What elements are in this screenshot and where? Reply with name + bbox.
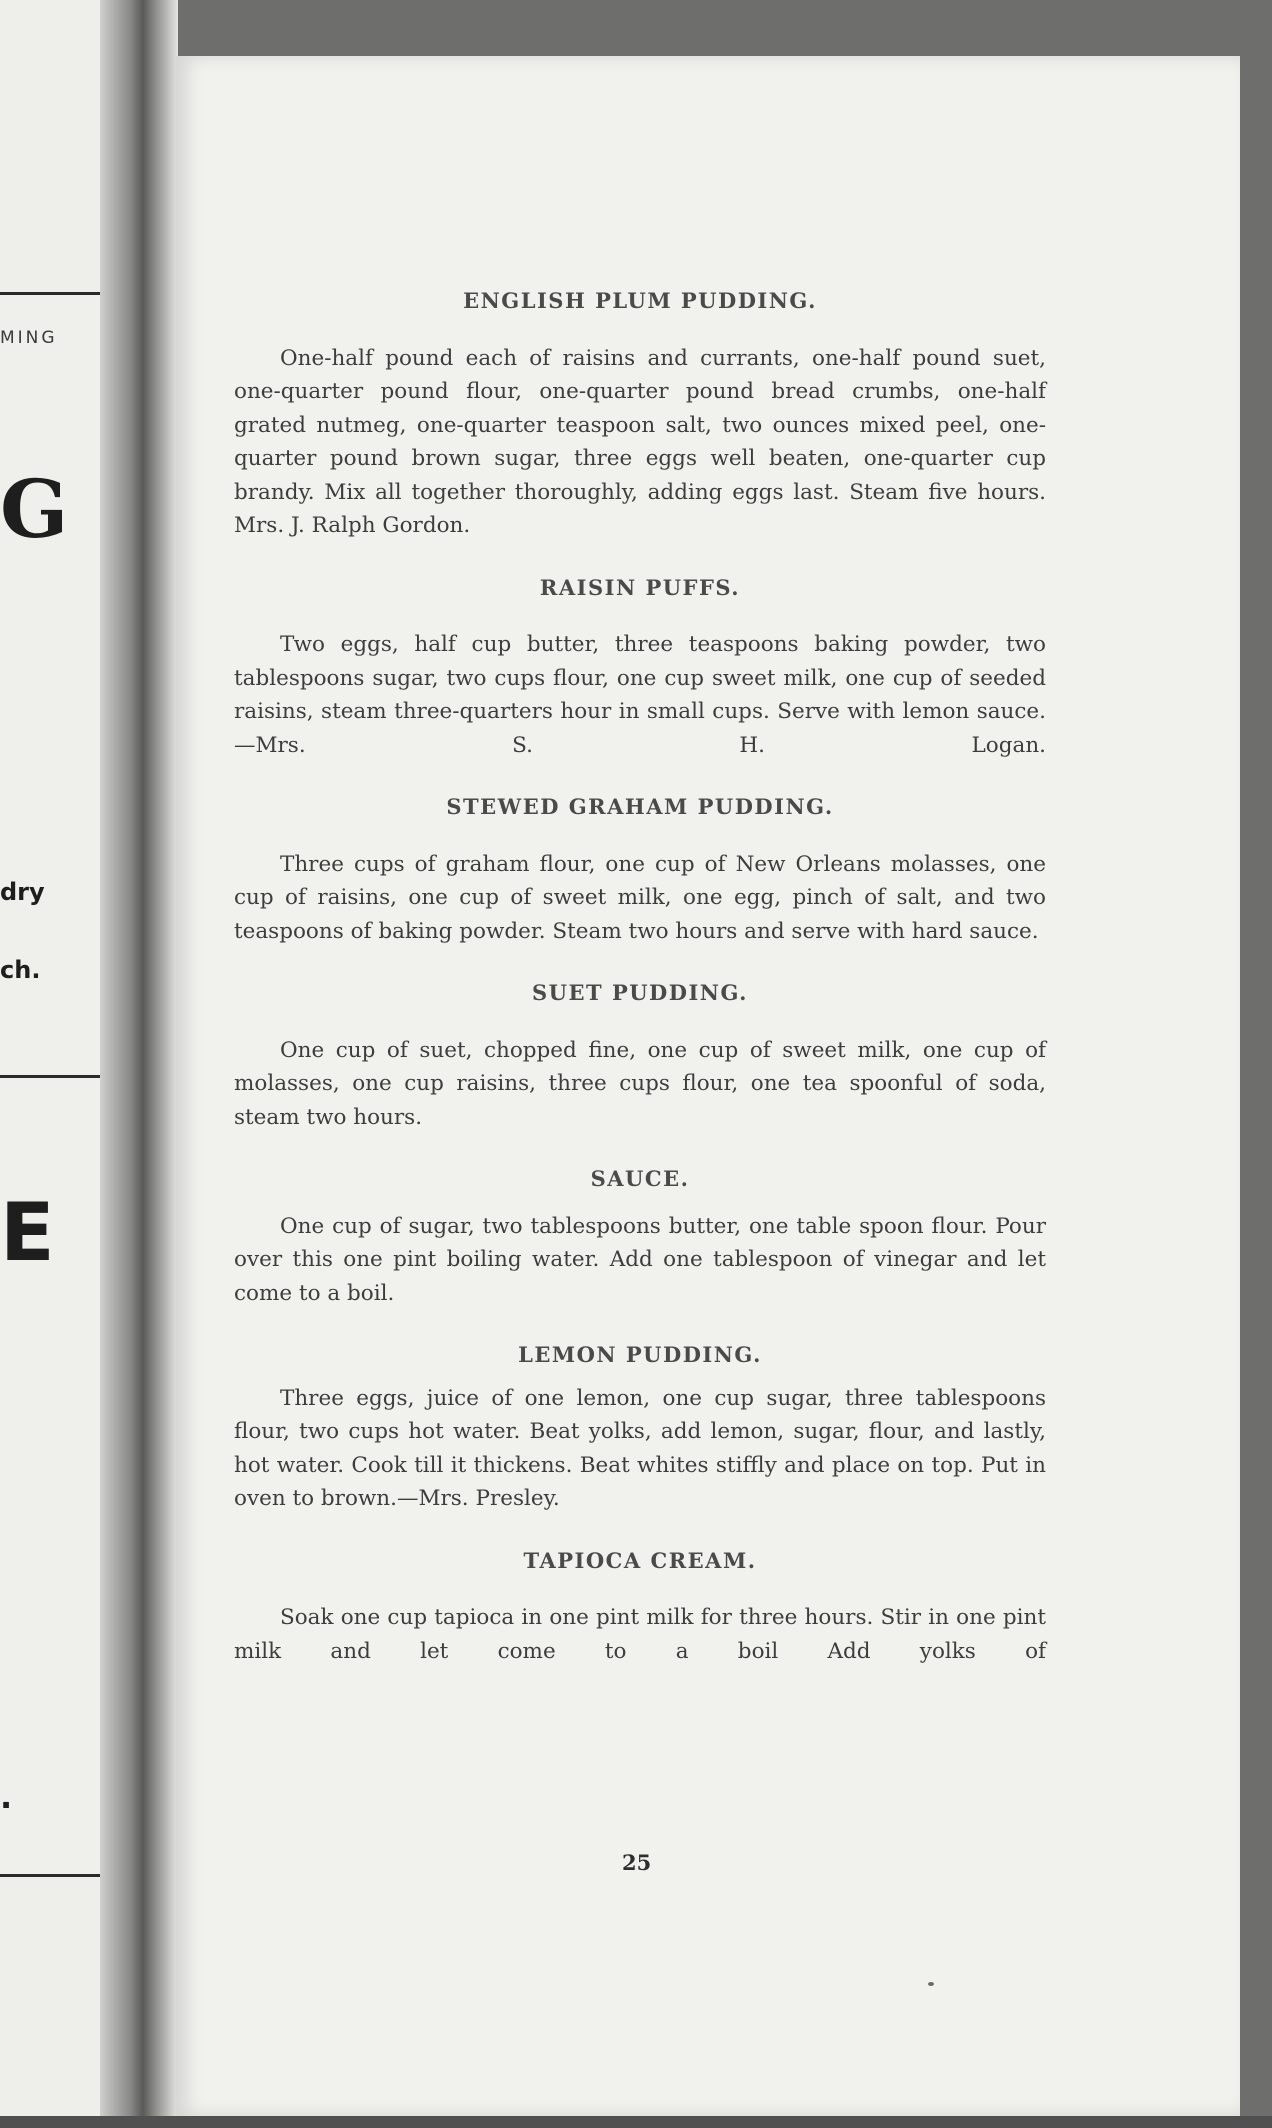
recipe-title-stewed-graham-pudding: STEWED GRAHAM PUDDING. (446, 794, 834, 819)
ad-fragment-g: G (0, 462, 69, 556)
recipe-title-raisin-puffs: RAISIN PUFFS. (539, 574, 741, 600)
page-bottom-edge (0, 2116, 1272, 2128)
ad-fragment-ch: ch. (0, 956, 41, 984)
recipe-title-suet-pudding: SUET PUDDING. (532, 980, 748, 1005)
ad-fragment-ming: MING (0, 328, 58, 348)
ad-fragment-dry: dry (0, 878, 45, 906)
book-binding-gutter (100, 0, 178, 2128)
page-number: 25 (622, 1850, 652, 1875)
recipe-body-suet-pudding: One cup of suet, chopped fine, one cup of sweet milk, one cup of molasses, one cup raisins, three cups flour, one tea spoonful of soda, steam two hours. (234, 1037, 1046, 1130)
recipe-text-column (234, 284, 1046, 1668)
recipe-title-lemon-pudding: LEMON PUDDING. (518, 1342, 762, 1367)
recipe-body-english-plum-pudding: One-half pound each of raisins and currants, one-half pound suet, one-quarter pound flour, one-quarter pound bread crumbs, one-half grated nutmeg, one-quarter teaspoon salt, two ounces mixed peel, one-quarter pound brown sugar, three eggs well beaten, one-quarter cup brandy. Mix all together thoroughly, adding eggs last. Steam five hours. Mrs. J. Ralph Gordon. (234, 345, 1046, 538)
recipe-body-sauce: One cup of sugar, two tablespoons butter, one table spoon flour. Pour over this one pint boiling water. Add one tablespoon of vinegar and let come to a boil. (234, 1213, 1046, 1306)
recipe-page (176, 56, 1240, 2116)
recipe-body-tapioca-cream: Soak one cup tapioca in one pint milk for three hours. Stir in one pint milk and let come to a boil Add yolks of (234, 1605, 1046, 1664)
recipe-body-raisin-puffs: Two eggs, half cup butter, three teaspoons baking powder, two tablespoons sugar, two cups flour, one cup sweet milk, one cup of seeded raisins, steam three-quarters hour in small cups. Serve with lemon sauce.—Mrs. S. H. Logan. (234, 632, 1046, 758)
recipe-title-english-plum-pudding: ENGLISH PLUM PUDDING. (463, 288, 817, 313)
ad-fragment-dot: . (0, 1778, 13, 1816)
recipe-title-sauce: SAUCE. (590, 1166, 690, 1191)
recipe-body-lemon-pudding: Three eggs, juice of one lemon, one cup sugar, three tablespoons flour, two cups hot water. Beat yolks, add lemon, sugar, flour, and lastly, hot water. Cook till it thickens. Beat whites stiffly and place on top. Put in oven to brown.—Mrs. Presley. (234, 1385, 1046, 1511)
recipe-title-tapioca-cream: TAPIOCA CREAM. (523, 1547, 757, 1573)
recipe-body-stewed-graham-pudding: Three cups of graham flour, one cup of New Orleans molasses, one cup of raisins, one cup of sweet milk, one egg, pinch of salt, and two teaspoons of baking powder. Steam two hours and serve with hard sauce. (234, 851, 1046, 944)
paper-speck (928, 1982, 934, 1986)
ad-fragment-e: E (0, 1186, 55, 1279)
